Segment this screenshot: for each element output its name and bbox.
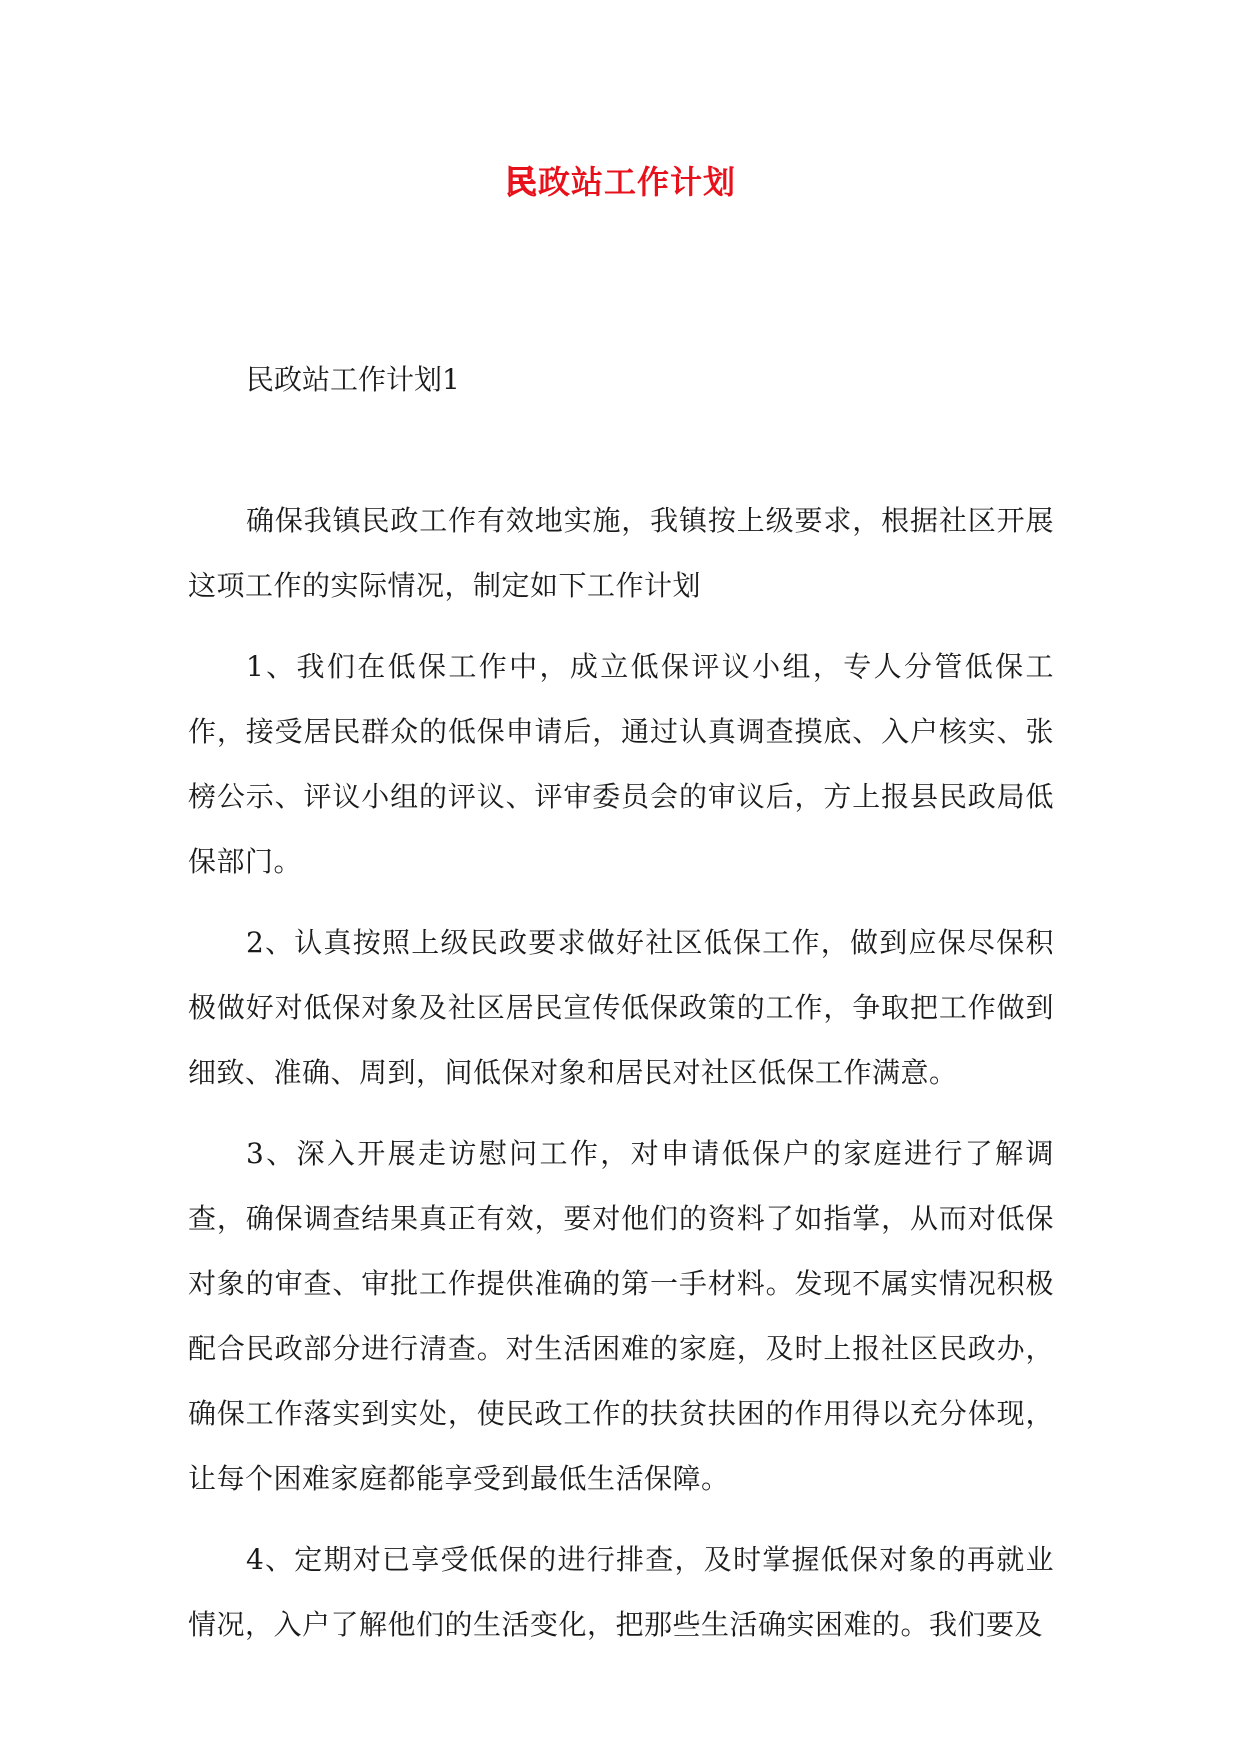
section-heading: 民政站工作计划1 (246, 363, 460, 396)
paragraph-item-3: 3、深入开展走访慰问工作，对申请低保户的家庭进行了解调查，确保调查结果真正有效，要对他们的资料了如指掌，从而对低保对象的审查、审批工作提供准确的第一手材料。发现不属实情况积极配合民政部分进行清查。对生活困难的家庭，及时上报社区民政办，确保工作落实到实处，使民政工作的扶贫扶困的作用得以充分体现，让每个困难家庭都能享受到最低生活保障。 (188, 1137, 1054, 1495)
paragraph-item-1: 1、我们在低保工作中，成立低保评议小组，专人分管低保工作，接受居民群众的低保申请后，通过认真调查摸底、入户核实、张榜公示、评议小组的评议、评审委员会的审议后，方上报县民政局低保部门。 (188, 650, 1054, 878)
document-title (0, 160, 1241, 204)
document-title-rest: 政站工作计划 (538, 163, 737, 201)
paragraph-intro: 确保我镇民政工作有效地实施，我镇按上级要求，根据社区开展这项工作的实际情况，制定如下工作计划 (188, 504, 1054, 602)
paragraph-item-4: 4、定期对已享受低保的进行排查，及时掌握低保对象的再就业情况，入户了解他们的生活变化，把那些生活确实困难的。我们要及 (188, 1543, 1054, 1641)
document-title-first-char: 民 (504, 163, 538, 201)
body-text (188, 488, 1054, 1673)
paragraph-item-2: 2、认真按照上级民政要求做好社区低保工作，做到应保尽保积极做好对低保对象及社区居民宣传低保政策的工作，争取把工作做到细致、准确、周到，间低保对象和居民对社区低保工作满意。 (188, 926, 1054, 1089)
